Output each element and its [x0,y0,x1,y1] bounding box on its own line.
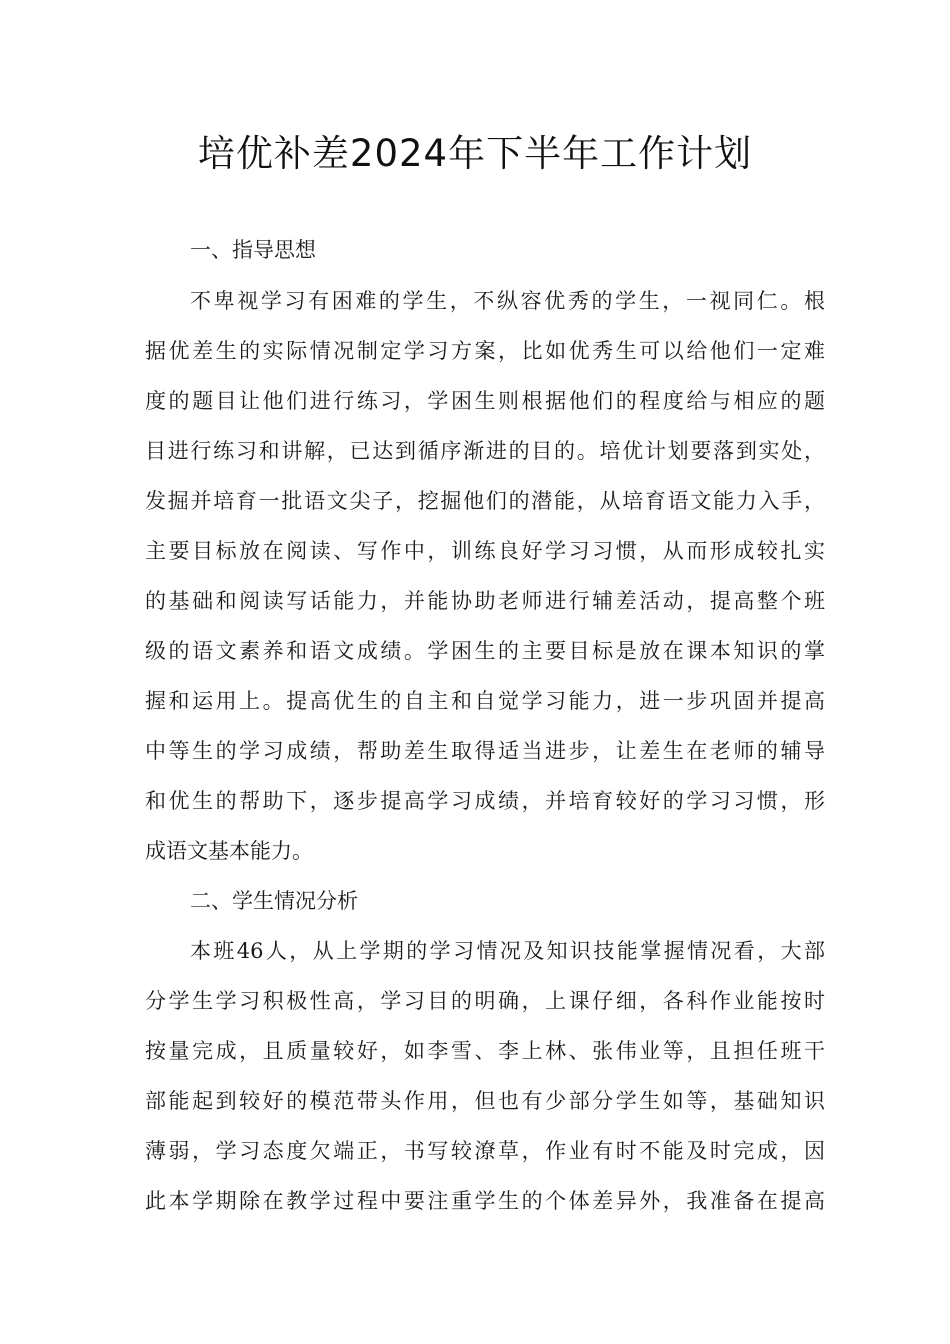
document-title: 培优补差2024年下半年工作计划 [197,132,753,175]
paragraph-line: 部能起到较好的模范带头作用，但也有少部分学生如等，基础知识 [145,1089,825,1113]
paragraph-line: 握和运用上。提高优生的自主和自觉学习能力，进一步巩固并提高 [145,689,825,713]
paragraph-line: 中等生的学习成绩，帮助差生取得适当进步，让差生在老师的辅导 [145,739,825,763]
paragraph-line: 级的语文素养和语文成绩。学困生的主要目标是放在课本知识的掌 [145,639,825,663]
paragraph-line: 目进行练习和讲解，已达到循序渐进的目的。培优计划要落到实处， [145,439,825,463]
paragraph-line: 度的题目让他们进行练习，学困生则根据他们的程度给与相应的题 [145,389,825,413]
paragraph-line: 成语文基本能力。 [145,839,313,863]
paragraph-line: 本班46人，从上学期的学习情况及知识技能掌握情况看，大部 [190,939,825,963]
section-heading-student-analysis: 二、学生情况分析 [190,889,358,913]
paragraph-line: 据优差生的实际情况制定学习方案，比如优秀生可以给他们一定难 [145,339,825,363]
paragraph-line: 薄弱，学习态度欠端正，书写较潦草，作业有时不能及时完成，因 [145,1139,825,1163]
paragraph-line: 发掘并培育一批语文尖子，挖掘他们的潜能，从培育语文能力入手， [145,489,825,513]
paragraph-line: 主要目标放在阅读、写作中，训练良好学习习惯，从而形成较扎实 [145,539,825,563]
paragraph-line: 的基础和阅读写话能力，并能协助老师进行辅差活动，提高整个班 [145,589,825,613]
paragraph-line: 按量完成，且质量较好，如李雪、李上林、张伟业等，且担任班干 [145,1039,825,1063]
paragraph-line: 不卑视学习有困难的学生，不纵容优秀的学生，一视同仁。根 [190,289,825,313]
section-heading-guiding-ideology: 一、指导思想 [190,238,316,262]
paragraph-line: 和优生的帮助下，逐步提高学习成绩，并培育较好的学习习惯，形 [145,789,825,813]
paragraph-line: 分学生学习积极性高，学习目的明确，上课仔细，各科作业能按时 [145,989,825,1013]
paragraph-line: 此本学期除在教学过程中要注重学生的个体差异外，我准备在提高 [145,1189,825,1213]
